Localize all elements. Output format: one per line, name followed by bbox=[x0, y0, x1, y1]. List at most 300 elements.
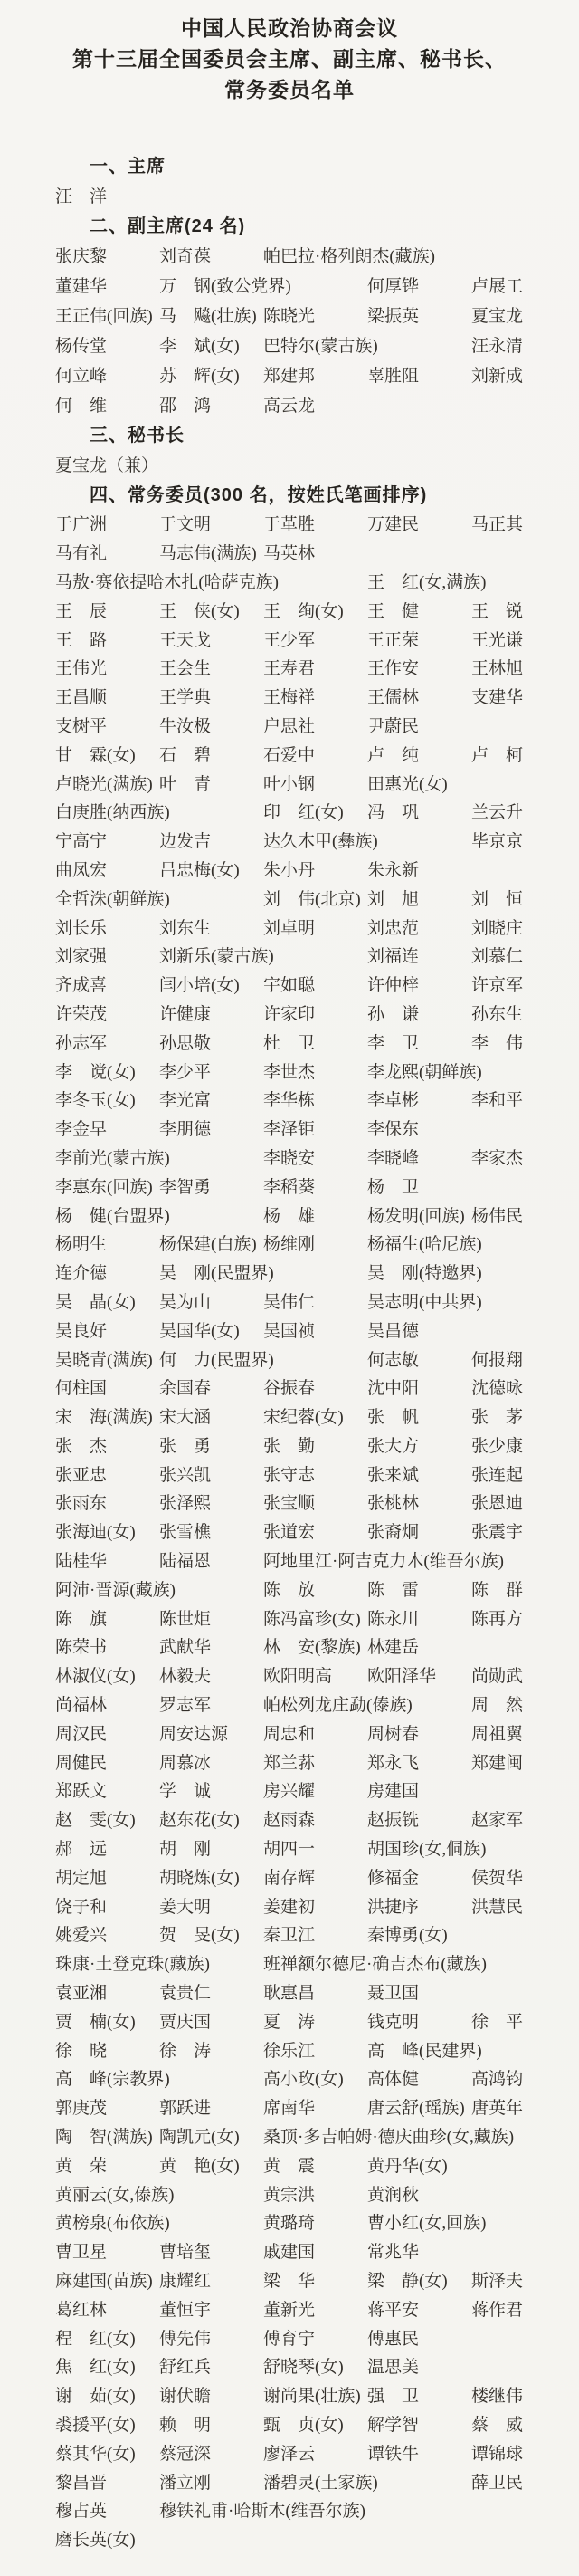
member-name: 胡国珍(女,侗族) bbox=[367, 1840, 487, 1860]
member-row bbox=[0, 713, 579, 742]
member-name: 吴伟仁 bbox=[263, 1292, 316, 1312]
member-name: 吴为山 bbox=[159, 1292, 212, 1312]
member-name: 张亚忠 bbox=[55, 1465, 108, 1485]
member-name: 何报翔 bbox=[471, 1350, 524, 1370]
member-name: 刘慕仁 bbox=[471, 947, 524, 967]
member-row bbox=[0, 684, 579, 713]
member-name: 田惠光(女) bbox=[367, 774, 448, 794]
member-row bbox=[0, 1087, 579, 1116]
member-name: 牛汝极 bbox=[159, 716, 212, 736]
member-name: 王光谦 bbox=[471, 630, 524, 650]
member-name: 杨 雄 bbox=[263, 1206, 316, 1226]
section-heading-secretary-general: 三、秘书长 bbox=[90, 426, 185, 445]
member-name: 印 红(女) bbox=[263, 803, 344, 823]
member-row bbox=[0, 655, 579, 684]
member-row bbox=[0, 1116, 579, 1144]
member-name: 谢尚果(壮族) bbox=[263, 2387, 361, 2407]
member-row bbox=[0, 2382, 579, 2411]
member-name: 于革胜 bbox=[263, 515, 316, 535]
member-row bbox=[0, 2007, 579, 2036]
member-name: 梁振英 bbox=[367, 307, 420, 326]
member-name: 兰云升 bbox=[471, 803, 524, 823]
member-name: 姜建初 bbox=[263, 1897, 316, 1917]
member-name: 高体健 bbox=[367, 2070, 420, 2090]
member-name: 修福金 bbox=[367, 1868, 420, 1888]
member-row bbox=[0, 511, 579, 540]
member-row bbox=[0, 1806, 579, 1835]
member-name: 胡四一 bbox=[263, 1840, 316, 1860]
member-row bbox=[0, 1575, 579, 1604]
member-name: 叶 青 bbox=[159, 774, 212, 794]
member-name: 刘东生 bbox=[159, 918, 212, 938]
member-name: 宋 海(满族) bbox=[55, 1408, 153, 1428]
member-name: 邵 鸿 bbox=[159, 397, 212, 416]
member-name: 康耀红 bbox=[159, 2272, 212, 2291]
member-name: 王作安 bbox=[367, 659, 420, 679]
member-name: 郑建闽 bbox=[471, 1753, 524, 1773]
member-row bbox=[0, 1317, 579, 1345]
member-name: 林 安(黎族) bbox=[263, 1638, 361, 1658]
member-name: 李世杰 bbox=[263, 1062, 316, 1082]
member-name: 欧阳明高 bbox=[263, 1667, 333, 1687]
member-name: 尚勋武 bbox=[471, 1667, 524, 1687]
member-name: 何立峰 bbox=[55, 367, 108, 386]
member-row bbox=[0, 2295, 579, 2324]
member-name: 袁亚湘 bbox=[55, 1984, 108, 2004]
member-name: 张宝顺 bbox=[263, 1494, 316, 1514]
member-row bbox=[0, 331, 579, 361]
member-name: 曹小红(女,回族) bbox=[367, 2214, 487, 2234]
member-name: 王 路 bbox=[55, 630, 108, 650]
member-row bbox=[0, 2151, 579, 2180]
member-name: 刘 伟(北京) bbox=[263, 889, 361, 909]
member-name: 王梅祥 bbox=[263, 688, 316, 708]
member-name: 陶凯元(女) bbox=[159, 2128, 240, 2148]
member-name: 李龙熙(朝鲜族) bbox=[367, 1062, 482, 1082]
member-row bbox=[0, 2267, 579, 2296]
member-name: 何 力(民盟界) bbox=[159, 1350, 274, 1370]
member-name: 闫小培(女) bbox=[159, 976, 240, 996]
member-name: 张兴凯 bbox=[159, 1465, 212, 1485]
member-name: 何 维 bbox=[55, 397, 108, 416]
member-name: 杨发明(回族) bbox=[367, 1206, 465, 1226]
member-row bbox=[0, 1259, 579, 1288]
member-name: 周忠和 bbox=[263, 1724, 316, 1744]
member-name: 李光富 bbox=[159, 1091, 212, 1111]
member-row bbox=[0, 597, 579, 626]
member-name: 秦卫江 bbox=[263, 1926, 316, 1946]
member-name: 李晓安 bbox=[263, 1148, 316, 1168]
member-row bbox=[0, 1231, 579, 1259]
member-name: 白庚胜(纳西族) bbox=[55, 803, 170, 823]
member-name: 张震宇 bbox=[471, 1523, 524, 1543]
member-name: 夏宝龙（兼） bbox=[55, 456, 159, 475]
member-name: 马 飚(壮族) bbox=[159, 307, 257, 326]
member-name: 李保东 bbox=[367, 1120, 420, 1140]
member-name: 余国春 bbox=[159, 1379, 212, 1399]
member-name: 周 然 bbox=[471, 1696, 524, 1716]
member-row bbox=[0, 2497, 579, 2526]
member-row bbox=[0, 1835, 579, 1864]
member-name: 王寿君 bbox=[263, 659, 316, 679]
member-name: 斯泽夫 bbox=[471, 2272, 524, 2291]
member-name: 舒红兵 bbox=[159, 2358, 212, 2378]
member-name: 傅惠民 bbox=[367, 2329, 420, 2349]
member-name: 孙思敬 bbox=[159, 1033, 212, 1053]
member-name: 李家杰 bbox=[471, 1148, 524, 1168]
member-name: 蔡其华(女) bbox=[55, 2444, 136, 2464]
member-name: 陈永川 bbox=[367, 1609, 420, 1629]
member-name: 阿沛·晋源(藏族) bbox=[55, 1580, 176, 1600]
member-name: 许家印 bbox=[263, 1004, 316, 1024]
member-name: 张 帆 bbox=[367, 1408, 420, 1428]
member-name: 黄宗洪 bbox=[263, 2185, 316, 2205]
member-name: 潘立刚 bbox=[159, 2473, 212, 2493]
member-name: 贾庆国 bbox=[159, 2012, 212, 2032]
member-row bbox=[0, 1863, 579, 1892]
member-row bbox=[0, 2324, 579, 2353]
member-name: 张 勇 bbox=[159, 1436, 212, 1456]
member-name: 万建民 bbox=[367, 515, 420, 535]
member-name: 楼继伟 bbox=[471, 2387, 524, 2407]
member-name: 张裔炯 bbox=[367, 1523, 420, 1543]
member-name: 洪慧民 bbox=[471, 1897, 524, 1917]
member-row bbox=[0, 391, 579, 421]
member-name: 何志敏 bbox=[367, 1350, 420, 1370]
member-name: 南存辉 bbox=[263, 1868, 316, 1888]
member-name: 李少平 bbox=[159, 1062, 212, 1082]
member-name: 杨 健(台盟界) bbox=[55, 1206, 170, 1226]
member-name: 全哲洙(朝鲜族) bbox=[55, 889, 170, 909]
member-name: 姚爱兴 bbox=[55, 1926, 108, 1946]
member-row bbox=[0, 943, 579, 972]
member-row bbox=[0, 1892, 579, 1921]
member-name: 郝 远 bbox=[55, 1840, 108, 1860]
member-name: 李晓峰 bbox=[367, 1148, 420, 1168]
member-name: 郑兰荪 bbox=[263, 1753, 316, 1773]
member-name: 聂卫国 bbox=[367, 1984, 420, 2004]
member-row bbox=[0, 770, 579, 799]
member-name: 侯贺华 bbox=[471, 1868, 524, 1888]
member-name: 谭锦球 bbox=[471, 2444, 524, 2464]
document-body bbox=[0, 152, 579, 2555]
member-name: 张大方 bbox=[367, 1436, 420, 1456]
member-name: 宇如聪 bbox=[263, 976, 316, 996]
member-name: 户思社 bbox=[263, 716, 316, 736]
member-name: 达久木甲(彝族) bbox=[263, 832, 378, 852]
member-name: 陆福恩 bbox=[159, 1552, 212, 1572]
member-name: 王天戈 bbox=[159, 630, 212, 650]
member-row bbox=[0, 1029, 579, 1058]
member-name: 高 峰(民建界) bbox=[367, 2041, 482, 2061]
member-name: 郑跃文 bbox=[55, 1782, 108, 1802]
member-row bbox=[0, 1950, 579, 1979]
member-row bbox=[0, 2468, 579, 2497]
member-name: 齐成喜 bbox=[55, 976, 108, 996]
member-name: 周慕冰 bbox=[159, 1753, 212, 1773]
member-name: 刘 旭 bbox=[367, 889, 420, 909]
member-name: 帕巴拉·格列朗杰(藏族) bbox=[263, 247, 435, 266]
member-name: 刘忠范 bbox=[367, 918, 420, 938]
member-name: 万 钢(致公党界) bbox=[159, 277, 291, 296]
member-name: 毕京京 bbox=[471, 832, 524, 852]
member-name: 高 峰(宗教界) bbox=[55, 2070, 170, 2090]
member-name: 张少康 bbox=[471, 1436, 524, 1456]
member-row bbox=[0, 1748, 579, 1777]
member-name: 李和平 bbox=[471, 1091, 524, 1111]
document-title bbox=[0, 13, 579, 105]
member-name: 杨 卫 bbox=[367, 1177, 420, 1197]
member-row bbox=[0, 1345, 579, 1374]
member-name: 赵 雯(女) bbox=[55, 1811, 136, 1831]
member-name: 支树平 bbox=[55, 716, 108, 736]
member-name: 赵家军 bbox=[471, 1811, 524, 1831]
member-row bbox=[0, 828, 579, 857]
member-name: 李智勇 bbox=[159, 1177, 212, 1197]
member-name: 吴晓青(满族) bbox=[55, 1350, 153, 1370]
member-name: 李前光(蒙古族) bbox=[55, 1148, 170, 1168]
member-name: 房兴耀 bbox=[263, 1782, 316, 1802]
member-name: 徐 平 bbox=[471, 2012, 524, 2032]
member-name: 边发吉 bbox=[159, 832, 212, 852]
member-name: 杨福生(哈尼族) bbox=[367, 1235, 482, 1255]
member-row bbox=[0, 1144, 579, 1173]
member-name: 陈 放 bbox=[263, 1580, 316, 1600]
member-row bbox=[0, 1777, 579, 1806]
member-name: 罗志军 bbox=[159, 1696, 212, 1716]
member-name: 王 辰 bbox=[55, 601, 108, 621]
member-name: 王林旭 bbox=[471, 659, 524, 679]
member-name: 黄 艳(女) bbox=[159, 2156, 240, 2176]
member-name: 珠康·土登克珠(藏族) bbox=[55, 1955, 210, 1975]
member-name: 叶小钢 bbox=[263, 774, 316, 794]
member-row bbox=[0, 1460, 579, 1489]
member-name: 王正荣 bbox=[367, 630, 420, 650]
member-row bbox=[0, 1691, 579, 1720]
member-name: 张 茅 bbox=[471, 1408, 524, 1428]
member-name: 贾 楠(女) bbox=[55, 2012, 136, 2032]
member-name: 卢 柯 bbox=[471, 745, 524, 765]
member-name: 王 锐 bbox=[471, 601, 524, 621]
member-name: 马英林 bbox=[263, 544, 316, 564]
member-name: 卢晓光(满族) bbox=[55, 774, 153, 794]
section-heading-standing-committee: 四、常务委员(300 名，按姓氏笔画排序) bbox=[90, 485, 428, 505]
member-name: 陆桂华 bbox=[55, 1552, 108, 1572]
member-name: 张桃林 bbox=[367, 1494, 420, 1514]
member-name: 胡定旭 bbox=[55, 1868, 108, 1888]
member-name: 周汉民 bbox=[55, 1724, 108, 1744]
member-name: 钱克明 bbox=[367, 2012, 420, 2032]
member-name: 高云龙 bbox=[263, 397, 316, 416]
member-name: 冯 巩 bbox=[367, 803, 420, 823]
member-name: 王 红(女,满族) bbox=[367, 572, 487, 592]
member-name: 赵雨森 bbox=[263, 1811, 316, 1831]
member-name: 程 红(女) bbox=[55, 2329, 136, 2349]
member-name: 刘家强 bbox=[55, 947, 108, 967]
member-name: 傅育宁 bbox=[263, 2329, 316, 2349]
member-name: 郭庚茂 bbox=[55, 2099, 108, 2119]
member-name: 尚福林 bbox=[55, 1696, 108, 1716]
member-name: 卢展工 bbox=[471, 277, 524, 296]
chairman-list bbox=[0, 182, 579, 212]
member-name: 陶 智(满族) bbox=[55, 2128, 153, 2148]
document-title-line-2: 第十三届全国委员会主席、副主席、秘书长、 bbox=[72, 47, 507, 71]
vice-chairmen-list bbox=[0, 242, 579, 421]
member-name: 赵振铣 bbox=[367, 1811, 420, 1831]
member-name: 何厚铧 bbox=[367, 277, 420, 296]
member-name: 许仲梓 bbox=[367, 976, 420, 996]
member-name: 陈冯富珍(女) bbox=[263, 1609, 361, 1629]
member-name: 张 勤 bbox=[263, 1436, 316, 1456]
member-name: 杨传堂 bbox=[55, 337, 108, 356]
member-name: 王少军 bbox=[263, 630, 316, 650]
member-name: 董新光 bbox=[263, 2300, 316, 2320]
member-row bbox=[0, 2353, 579, 2382]
member-name: 吴 刚(民盟界) bbox=[159, 1264, 274, 1284]
member-name: 石 碧 bbox=[159, 745, 212, 765]
member-name: 谢 茹(女) bbox=[55, 2387, 136, 2407]
member-name: 董建华 bbox=[55, 277, 108, 296]
member-row bbox=[0, 2065, 579, 2094]
member-name: 黄榜泉(布依族) bbox=[55, 2214, 170, 2234]
member-name: 李泽钜 bbox=[263, 1120, 316, 1140]
member-name: 宁高宁 bbox=[55, 832, 108, 852]
member-name: 吴 刚(特邀界) bbox=[367, 1264, 482, 1284]
member-name: 阿地里江·阿吉克力木(维吾尔族) bbox=[263, 1552, 504, 1572]
member-name: 王学典 bbox=[159, 688, 212, 708]
member-name: 武献华 bbox=[159, 1638, 212, 1658]
member-name: 朱永新 bbox=[367, 860, 420, 880]
member-name: 李 伟 bbox=[471, 1033, 524, 1053]
member-name: 常兆华 bbox=[367, 2243, 420, 2263]
member-row bbox=[0, 1374, 579, 1403]
member-name: 磨长英(女) bbox=[55, 2531, 136, 2551]
member-name: 洪捷序 bbox=[367, 1897, 420, 1917]
member-name: 刘 恒 bbox=[471, 889, 524, 909]
document-title-line-1: 中国人民政治协商会议 bbox=[181, 16, 398, 40]
member-row bbox=[0, 972, 579, 1001]
member-name: 薛卫民 bbox=[471, 2473, 524, 2493]
member-name: 苏 辉(女) bbox=[159, 367, 240, 386]
member-name: 夏 涛 bbox=[263, 2012, 316, 2032]
member-name: 强 卫 bbox=[367, 2387, 420, 2407]
member-name: 吴良好 bbox=[55, 1321, 108, 1341]
member-name: 班禅额尔德尼·确吉杰布(藏族) bbox=[263, 1955, 487, 1975]
member-name: 李 卫 bbox=[367, 1033, 420, 1053]
member-name: 孙志军 bbox=[55, 1033, 108, 1053]
member-name: 张来斌 bbox=[367, 1465, 420, 1485]
member-name: 谢伏瞻 bbox=[159, 2387, 212, 2407]
member-name: 周树春 bbox=[367, 1724, 420, 1744]
member-row bbox=[0, 2411, 579, 2440]
member-name: 黄 震 bbox=[263, 2156, 316, 2176]
member-name: 杨伟民 bbox=[471, 1206, 524, 1226]
member-name: 李华栋 bbox=[263, 1091, 316, 1111]
member-name: 刘奇葆 bbox=[159, 247, 212, 266]
member-name: 张庆黎 bbox=[55, 247, 108, 266]
document-title-line-3: 常务委员名单 bbox=[224, 78, 355, 101]
member-name: 裘援平(女) bbox=[55, 2415, 136, 2435]
member-name: 汪 洋 bbox=[55, 187, 108, 206]
member-name: 蔡冠深 bbox=[159, 2444, 212, 2464]
member-name: 陈再方 bbox=[471, 1609, 524, 1629]
member-name: 夏宝龙 bbox=[471, 307, 524, 326]
member-name: 郭跃进 bbox=[159, 2099, 212, 2119]
member-name: 饶子和 bbox=[55, 1897, 108, 1917]
member-name: 沈德咏 bbox=[471, 1379, 524, 1399]
member-name: 姜大明 bbox=[159, 1897, 212, 1917]
member-name: 吴国华(女) bbox=[159, 1321, 240, 1341]
member-name: 高小玫(女) bbox=[263, 2070, 344, 2090]
member-name: 张雨东 bbox=[55, 1494, 108, 1514]
member-name: 吕忠梅(女) bbox=[159, 860, 240, 880]
member-row bbox=[0, 1547, 579, 1576]
member-name: 杜 卫 bbox=[263, 1033, 316, 1053]
member-row bbox=[0, 1662, 579, 1691]
member-name: 于文明 bbox=[159, 515, 212, 535]
member-name: 王 侠(女) bbox=[159, 601, 240, 621]
member-name: 巴特尔(蒙古族) bbox=[263, 337, 378, 356]
member-row bbox=[0, 182, 579, 212]
member-name: 曹卫星 bbox=[55, 2243, 108, 2263]
member-name: 解学智 bbox=[367, 2415, 420, 2435]
member-name: 周安达源 bbox=[159, 1724, 229, 1744]
member-name: 穆占英 bbox=[55, 2502, 108, 2522]
member-name: 黄璐琦 bbox=[263, 2214, 316, 2234]
member-name: 王正伟(回族) bbox=[55, 307, 153, 326]
member-name: 何柱国 bbox=[55, 1379, 108, 1399]
member-row bbox=[0, 361, 579, 391]
member-name: 刘新成 bbox=[471, 367, 524, 386]
member-name: 周健民 bbox=[55, 1753, 108, 1773]
member-name: 支建华 bbox=[471, 688, 524, 708]
member-name: 李惠东(回族) bbox=[55, 1177, 153, 1197]
member-name: 唐云舒(瑶族) bbox=[367, 2099, 465, 2119]
member-name: 吴国祯 bbox=[263, 1321, 316, 1341]
member-row bbox=[0, 1202, 579, 1231]
member-name: 辜胜阻 bbox=[367, 367, 420, 386]
member-name: 傅先伟 bbox=[159, 2329, 212, 2349]
member-name: 刘晓庄 bbox=[471, 918, 524, 938]
member-name: 赖 明 bbox=[159, 2415, 212, 2435]
member-name: 贺 旻(女) bbox=[159, 1926, 240, 1946]
member-name: 陈 群 bbox=[471, 1580, 524, 1600]
member-name: 梁 静(女) bbox=[367, 2272, 448, 2291]
member-name: 吴 晶(女) bbox=[55, 1292, 136, 1312]
member-name: 张泽熙 bbox=[159, 1494, 212, 1514]
member-name: 马有礼 bbox=[55, 544, 108, 564]
member-name: 席南华 bbox=[263, 2099, 316, 2119]
member-name: 徐 涛 bbox=[159, 2041, 212, 2061]
member-row bbox=[0, 302, 579, 331]
member-name: 李卓彬 bbox=[367, 1091, 420, 1111]
member-name: 孙 谦 bbox=[367, 1004, 420, 1024]
member-name: 吴昌德 bbox=[367, 1321, 420, 1341]
member-row bbox=[0, 1058, 579, 1087]
member-name: 戚建国 bbox=[263, 2243, 316, 2263]
member-name: 张海迪(女) bbox=[55, 1523, 136, 1543]
member-name: 廖泽云 bbox=[263, 2444, 316, 2464]
member-name: 温思美 bbox=[367, 2358, 420, 2378]
member-name: 张连起 bbox=[471, 1465, 524, 1485]
member-name: 于广洲 bbox=[55, 515, 108, 535]
member-name: 梁 华 bbox=[263, 2272, 316, 2291]
member-name: 耿惠昌 bbox=[263, 1984, 316, 2004]
member-name: 周祖翼 bbox=[471, 1724, 524, 1744]
member-row bbox=[0, 451, 579, 481]
member-name: 黄丽云(女,傣族) bbox=[55, 2185, 175, 2205]
member-name: 李 谠(女) bbox=[55, 1062, 136, 1082]
